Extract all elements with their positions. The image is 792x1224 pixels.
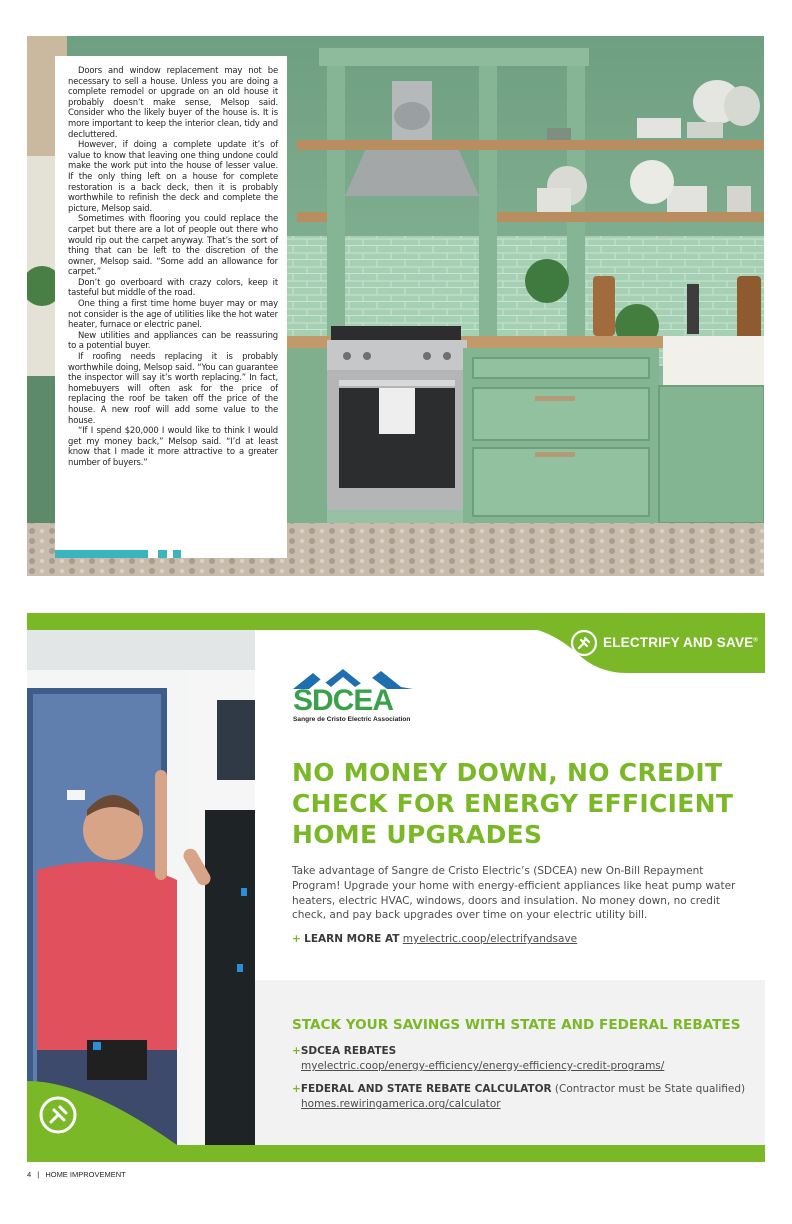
ad-headline: NO MONEY DOWN, NO CREDIT CHECK FOR ENERGY EFFICIENT HOME UPGRADES bbox=[292, 758, 734, 849]
article-column bbox=[55, 56, 287, 558]
article-paragraph: Doors and window replacement may not be necessary to sell a house. Unless you are doing a complete remodel or upgrade on an old house it probably doesn’t make sense, Melsop said. Consider who the likely buyer of the house is. It is more important to keep the interior clean, tidy and decluttered. bbox=[68, 65, 278, 139]
electrify-and-save-link[interactable]: myelectric.coop/electrifyandsave bbox=[402, 933, 578, 945]
article-paragraph: However, if doing a complete update it’s of value to know that leaving one thing undone could make the work put into the house of lesser value. If the only thing left on a house for complete restoration is a back deck, then it is probably worthwhile to refinish the deck and complete the picture, Melsop said. bbox=[68, 139, 278, 213]
ad-intro-text: Take advantage of Sangre de Cristo Electric’s (SDCEA) new On-Bill Repayment Program! Upgrade your home with energy-efficient appliances like heat pump water heaters, electric HVAC, windows, doors and insulation. No money down, no credit check, and pay back upgrades over time on your electric utility bill. bbox=[292, 865, 736, 922]
teal-accent-square bbox=[173, 550, 181, 558]
electrify-and-save-label bbox=[603, 635, 758, 650]
plus-marker: + bbox=[292, 1045, 301, 1057]
page-number: 4 bbox=[27, 1170, 32, 1179]
corner-plug-leaf-icon bbox=[27, 1081, 177, 1149]
page-folio bbox=[27, 1170, 126, 1179]
plug-leaf-icon bbox=[570, 629, 598, 661]
article-paragraph: If roofing needs replacing it is probably worthwhile doing, Melsop said. “You can guarantee the inspector will say it’s worth replacing.” In fact, homebuyers will often ask for the price of replacing the roof be taken off the price of the house. A new roof will add some value to the house. bbox=[68, 351, 278, 425]
registered-mark: ® bbox=[753, 637, 758, 644]
green-bottom-band bbox=[27, 1145, 765, 1162]
sdcea-rebates-link[interactable]: myelectric.coop/energy-efficiency/energy-efficiency-credit-programs/ bbox=[301, 1060, 665, 1072]
rebate-label: SDCEA REBATES bbox=[300, 1045, 397, 1057]
rebates-title: STACK YOUR SAVINGS WITH STATE AND FEDERAL REBATES bbox=[292, 1017, 741, 1033]
rebate-calculator-link[interactable]: homes.rewiringamerica.org/calculator bbox=[301, 1098, 501, 1110]
folio-separator: | bbox=[37, 1170, 40, 1179]
article-text bbox=[68, 65, 278, 468]
logo-wordmark: SDCEA bbox=[293, 684, 394, 715]
article-paragraph: Sometimes with flooring you could replace the carpet but there are a lot of people out there who would rip out the carpet anyway. That’s the sort of thing that can be left to the discretion of the owner, Melsop said. “Some add an allowance for carpet.” bbox=[68, 213, 278, 277]
rebate-item-calculator bbox=[292, 1082, 745, 1112]
article-paragraph: “If I spend $20,000 I would like to think I would get my money back,” Melsop said. “I’d at least know that I made it more attractive to a greater number of buyers.” bbox=[68, 425, 278, 467]
rebate-label: FEDERAL AND STATE REBATE CALCULATOR bbox=[300, 1083, 552, 1095]
article-paragraph: One thing a first time home buyer may or may not consider is the age of utilities like the hot water heater, furnace or electric panel. bbox=[68, 298, 278, 330]
learn-more-label: LEARN MORE AT bbox=[304, 933, 400, 945]
sdcea-advertisement bbox=[27, 613, 765, 1162]
section-name: HOME IMPROVEMENT bbox=[45, 1170, 126, 1179]
article-paragraph: New utilities and appliances can be reassuring to a potential buyer. bbox=[68, 329, 278, 351]
window-installer-photo bbox=[27, 630, 255, 1145]
sdcea-logo bbox=[291, 665, 415, 719]
learn-more-line bbox=[292, 933, 577, 945]
logo-tagline: Sangre de Cristo Electric Association bbox=[293, 716, 411, 723]
badge-text: ELECTRIFY AND SAVE bbox=[603, 635, 754, 650]
installer-illustration bbox=[27, 630, 255, 1145]
rebate-item-sdcea bbox=[292, 1044, 664, 1074]
article-paragraph: Don’t go overboard with crazy colors, keep it tasteful but middle of the road. bbox=[68, 276, 278, 298]
plus-marker: + bbox=[292, 933, 301, 945]
rebate-note: (Contractor must be State qualified) bbox=[551, 1083, 746, 1095]
plus-marker: + bbox=[292, 1083, 301, 1095]
teal-accent-square bbox=[158, 550, 167, 558]
teal-accent-bar bbox=[55, 550, 148, 558]
